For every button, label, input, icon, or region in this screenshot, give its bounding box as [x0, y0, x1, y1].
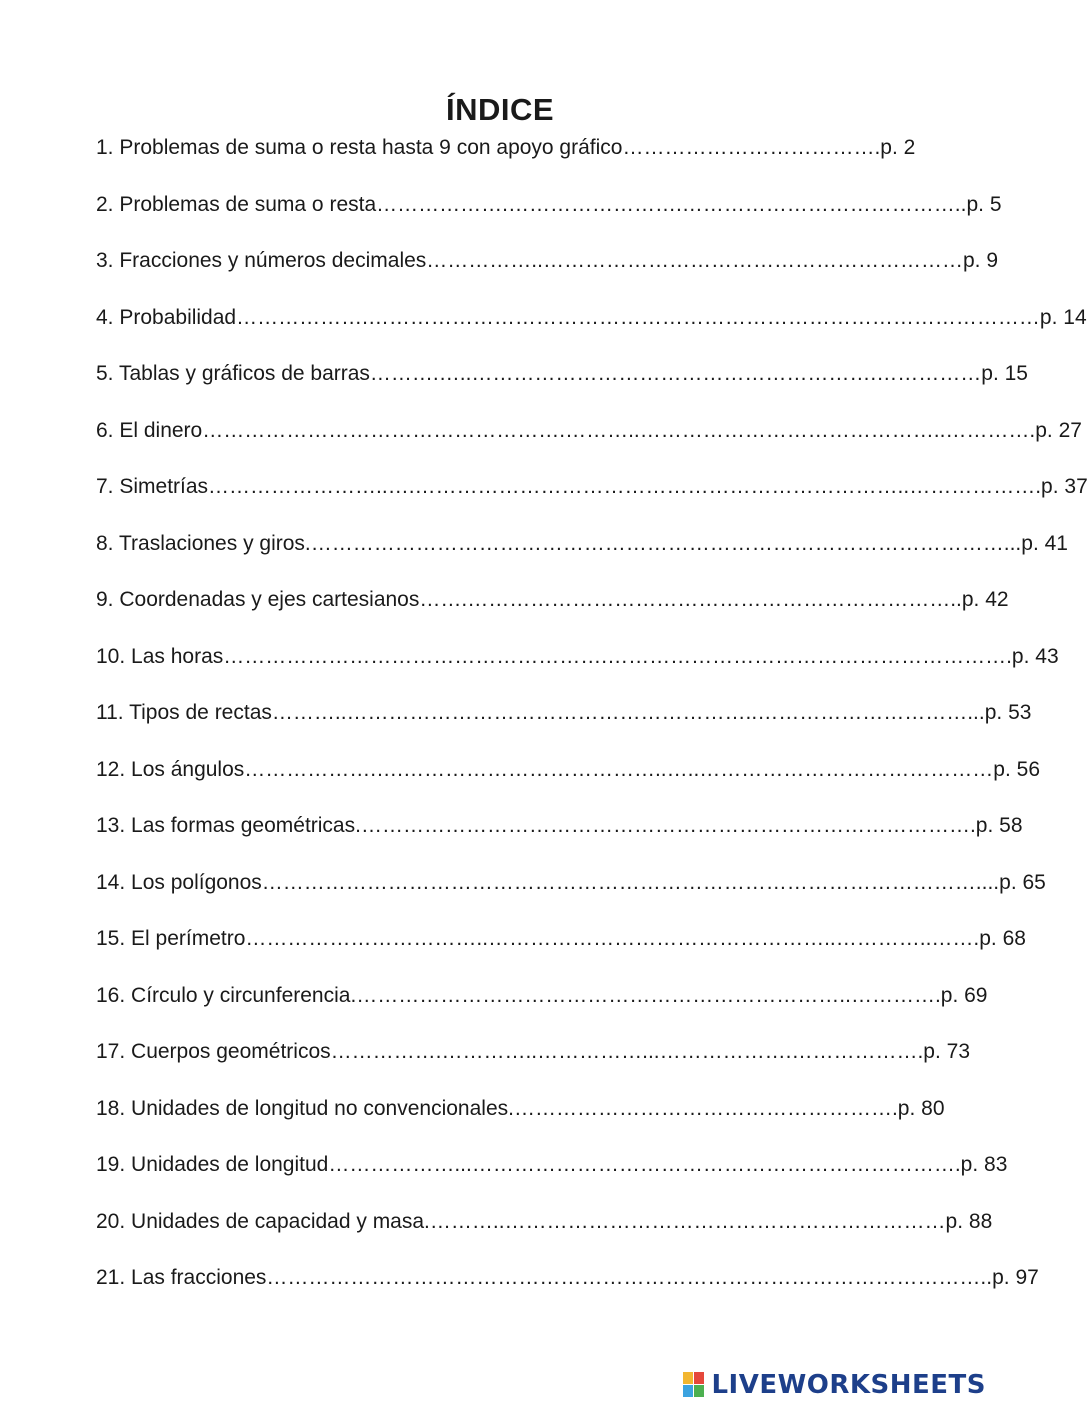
- toc-entry: 13. Las formas geométricas.…………………………………………………………………………….p. 58: [96, 814, 1023, 837]
- toc-entry: 17. Cuerpos geométricos…………….…………..……………...……………….……………….p. 73: [96, 1040, 971, 1063]
- toc-entry: 21. Las fracciones…………………………………………………………………………………………..p. 97: [96, 1266, 1039, 1289]
- toc-entry: 10. Las horas……………………………………………….………………………………………………….p. 43: [96, 644, 1059, 668]
- toc-entry: 8. Traslaciones y giros.………………………………………………………………………………………...p. 41: [96, 531, 1068, 555]
- table-of-contents: [96, 131, 1088, 1318]
- toc-entry: 3. Fracciones y números decimales……………..……………………………………………………p. 9: [96, 249, 998, 272]
- toc-entry: 20. Unidades de capacidad y masa.………..………………………………………………………p. 88: [96, 1209, 993, 1233]
- liveworksheets-logo: [683, 1370, 986, 1400]
- toc-entry: 6. El dinero…………………………………………….………..……………………………………..………….p. 27: [96, 418, 1082, 442]
- liveworksheets-logo-icon: [683, 1372, 705, 1398]
- toc-entry: 11. Tipos de rectas………..…………………………………………………..…………………………...p. 53: [96, 701, 1032, 724]
- toc-entry: 14. Los polígonos…………………………………………………………………………………………....p. 65: [96, 870, 1046, 894]
- toc-entry: 19. Unidades de longitud………………...…………………………………………………………….p. 83: [96, 1153, 1008, 1176]
- toc-entry: 7. Simetrías……………………..….……………………………………………………………..……………….p. 37: [96, 475, 1088, 498]
- toc-entry: 4. Probabilidad……………….……………………………………………………………………………………p. 14: [96, 305, 1087, 329]
- toc-entry: 5. Tablas y gráficos de barras……….…..………………………………………………….……………p. 15: [96, 362, 1028, 385]
- toc-entry: 2. Problemas de suma o resta……………….…………………….…………………………………..p. 5: [96, 192, 1002, 216]
- toc-entry: 16. Círculo y circunferencia.……………………………………………………………..………….p. 69: [96, 983, 988, 1007]
- toc-entry: 12. Los ángulos……………….….………………………………..…..……………………………………p. 56: [96, 757, 1040, 781]
- toc-entry: 15. El perímetro……………………………..…………………………………………..…………..…….p. 68: [96, 927, 1026, 950]
- toc-entry: 18. Unidades de longitud no convencionales.……………………………………………….p. 80: [96, 1096, 945, 1120]
- toc-entry: 9. Coordenadas y ejes cartesianos…….……………………………………………………………..p. 42: [96, 588, 1009, 611]
- liveworksheets-brand-text: LIVEWORKSHEETS: [711, 1370, 986, 1400]
- page-title: ÍNDICE: [445, 92, 555, 127]
- toc-entry: 1. Problemas de suma o resta hasta 9 con apoyo gráfico……………………………….p. 2: [96, 136, 916, 159]
